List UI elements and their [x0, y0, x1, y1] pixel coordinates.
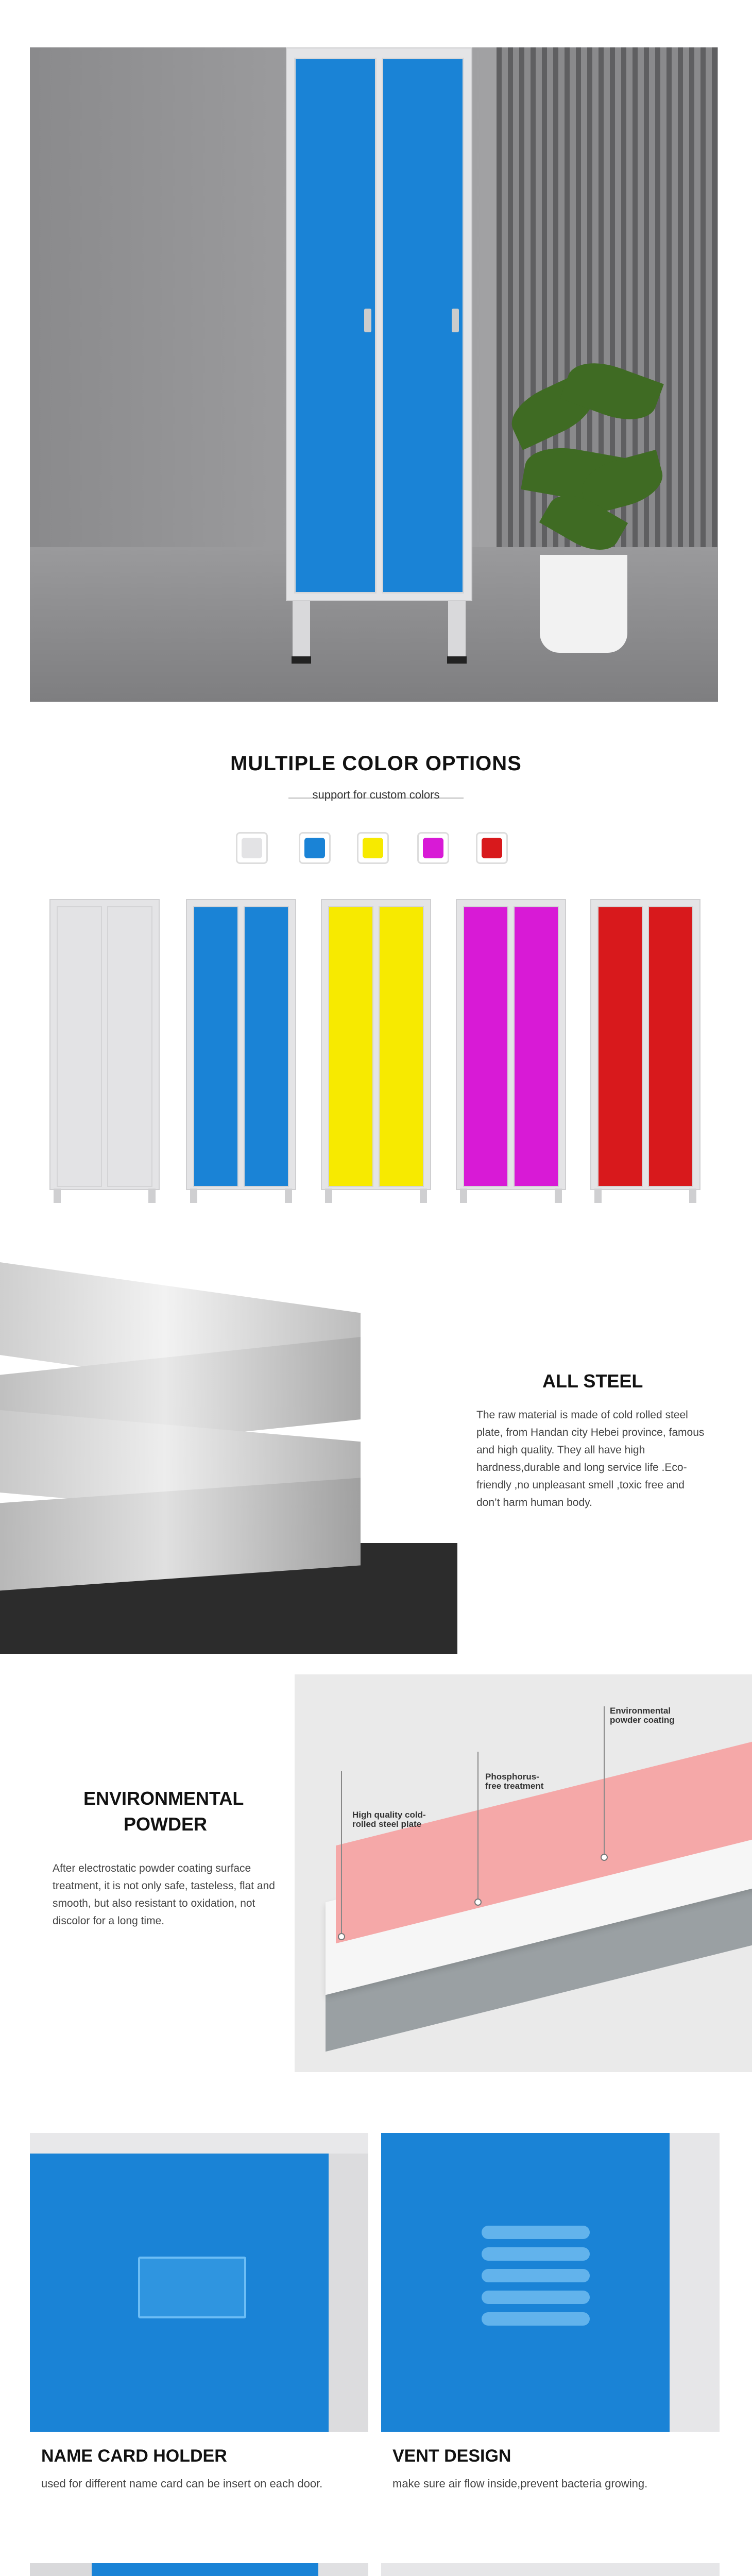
plant-pot [540, 555, 627, 653]
feature-title-name-card-holder: NAME CARD HOLDER [41, 2446, 227, 2466]
hero-locker [286, 47, 472, 601]
feature-text-vent-design: make sure air flow inside,prevent bacteria growing. [392, 2477, 648, 2490]
label-coating: Environmental powder coating [610, 1706, 675, 1725]
hero-locker-foot [292, 656, 311, 664]
hero-locker-foot [447, 656, 467, 664]
label-plate: High quality cold-rolled steel plate [352, 1810, 426, 1829]
swatch-magenta[interactable] [417, 832, 449, 864]
steel-plates-image [0, 1255, 457, 1654]
swatch-grey[interactable] [236, 832, 268, 864]
callout-dot [601, 1854, 608, 1861]
environmental-powder-title-line1: ENVIRONMENTAL [83, 1788, 244, 1809]
standing-foot-image [381, 2563, 720, 2576]
callout-dot [338, 1933, 345, 1940]
locker-grey [49, 899, 160, 1203]
name-card-holder-image [30, 2133, 368, 2432]
callout-line [604, 1706, 605, 1856]
name-card-slot [138, 2257, 246, 2318]
callout-dot [474, 1899, 482, 1906]
feature-text-name-card-holder: used for different name card can be insert on each door. [41, 2477, 323, 2490]
coat-hook-image [30, 2563, 368, 2576]
hero-locker-leg [448, 601, 466, 658]
environmental-powder-title-line2: POWDER [124, 1814, 207, 1835]
locker-red [590, 899, 700, 1203]
all-steel-text: The raw material is made of cold rolled steel plate, from Handan city Hebei province, famous and high quality. They all have high hardness,durable and long service life .Eco-friendly ,no unpleasant smell ,toxic free and don’t harm human body. [476, 1409, 705, 1509]
swatch-blue[interactable] [299, 832, 331, 864]
lock-icon [364, 309, 371, 332]
locker-blue [186, 899, 296, 1203]
lock-icon [452, 309, 459, 332]
environmental-powder-text: After electrostatic powder coating surface treatment, it is not only safe, tasteless, flat and smooth, but also resistant to oxidation, not discolor for a long time. [53, 1862, 275, 1927]
all-steel-title: ALL STEEL [542, 1370, 643, 1392]
swatch-red[interactable] [476, 832, 508, 864]
vent-design-image [381, 2133, 720, 2432]
layers-diagram [295, 1674, 752, 2072]
swatch-yellow[interactable] [357, 832, 389, 864]
label-treatment: Phosphorus-free treatment [485, 1772, 544, 1791]
color-options-subtitle: support for custom colors [312, 788, 440, 801]
locker-yellow [321, 899, 431, 1203]
color-options-title: MULTIPLE COLOR OPTIONS [230, 752, 522, 775]
feature-title-vent-design: VENT DESIGN [392, 2446, 511, 2466]
hero-locker-leg [293, 601, 310, 658]
callout-line [341, 1771, 342, 1936]
locker-magenta [456, 899, 566, 1203]
callout-line [477, 1752, 478, 1901]
hero-image [30, 47, 718, 702]
